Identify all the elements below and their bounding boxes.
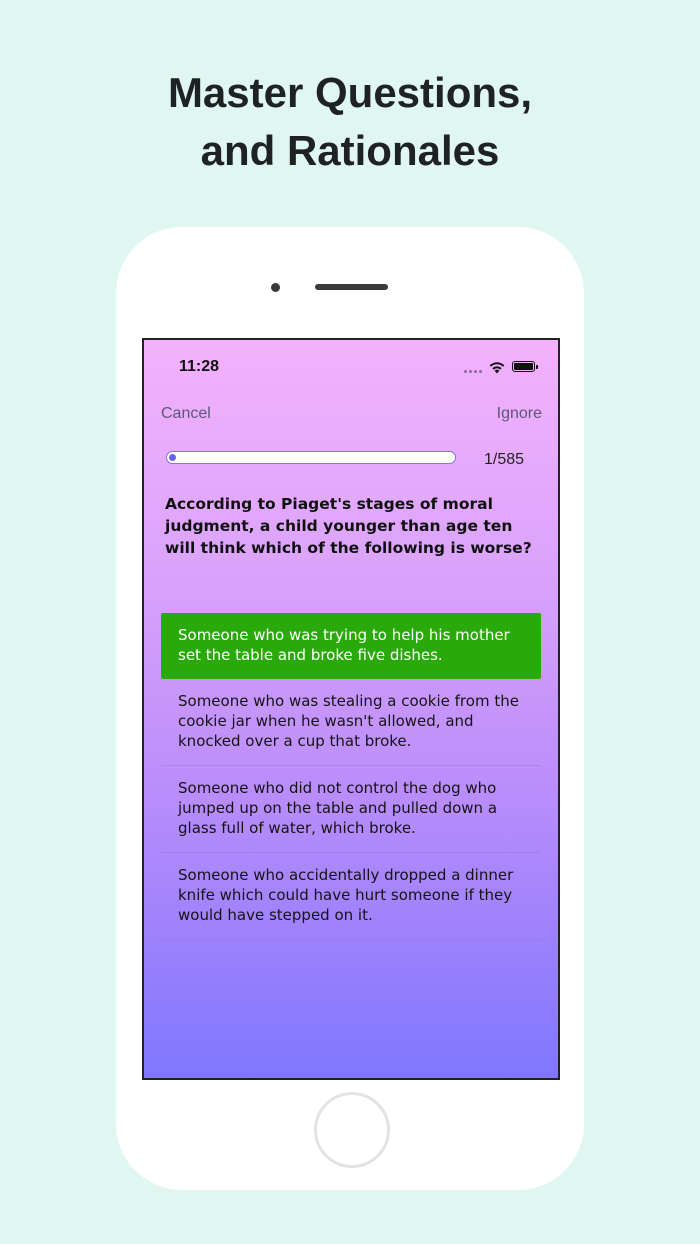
signal-dots-icon	[464, 370, 484, 373]
answer-option-3[interactable]	[161, 766, 541, 853]
headline	[0, 64, 700, 180]
headline-line-1: Master Questions,	[167, 69, 533, 116]
answer-list	[161, 613, 541, 940]
speaker-grille	[315, 284, 388, 290]
answer-text: Someone who was trying to help his mother set the table and broke five dishes.	[178, 626, 510, 664]
status-time: 11:28	[179, 358, 220, 375]
progress-count: 1/585	[484, 451, 525, 468]
battery-icon	[512, 361, 535, 372]
answer-option-1[interactable]	[161, 613, 541, 679]
answer-option-4[interactable]	[161, 853, 541, 940]
answer-option-2[interactable]	[161, 679, 541, 766]
answer-text: Someone who was stealing a cookie from the cookie jar when he wasn't allowed, and knocked over a cup that broke.	[178, 692, 519, 750]
wifi-icon	[488, 360, 506, 374]
app-screen	[142, 338, 560, 1080]
progress-bar	[166, 451, 456, 464]
home-button[interactable]	[314, 1092, 390, 1168]
ignore-button[interactable]: Ignore	[496, 405, 542, 422]
cancel-button[interactable]: Cancel	[161, 405, 211, 422]
question-text: According to Piaget's stages of moral judgment, a child younger than age ten will think which of the following is worse?	[165, 495, 532, 557]
answer-text: Someone who accidentally dropped a dinner knife which could have hurt someone if they would have stepped on it.	[178, 866, 514, 924]
answer-text: Someone who did not control the dog who jumped up on the table and pulled down a glass full of water, which broke.	[178, 779, 498, 837]
headline-line-2: and Rationales	[200, 127, 500, 174]
progress-fill	[169, 454, 176, 461]
camera-icon	[271, 283, 280, 292]
